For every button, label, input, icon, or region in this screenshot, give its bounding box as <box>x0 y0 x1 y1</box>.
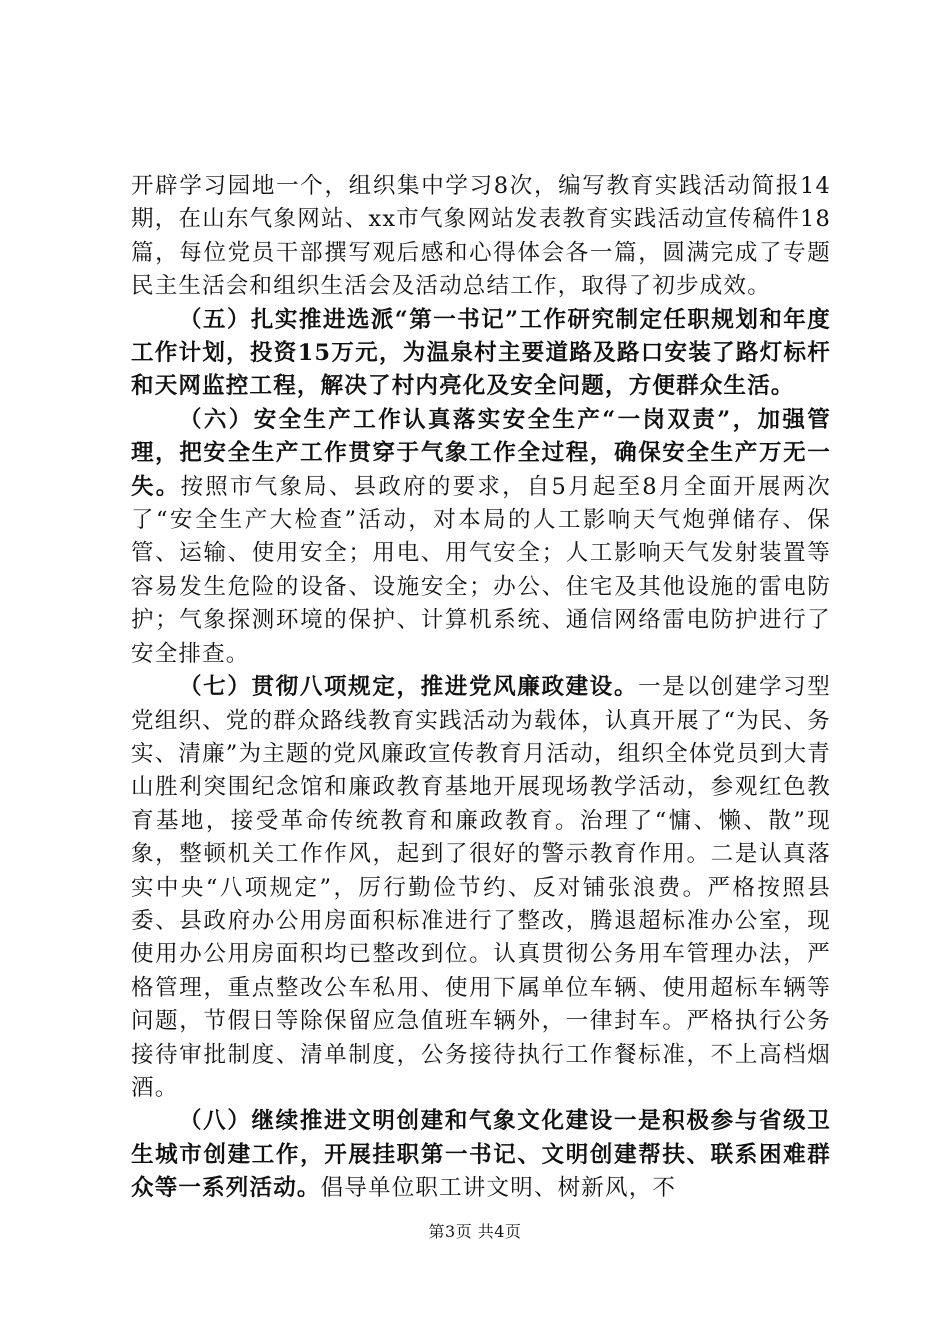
paragraph-section-six <box>131 404 831 671</box>
paragraph-body: 按照市气象局、县政府的要求，自5月起至8月全面开展两次了“安全生产大检查”活动，对本局的人工影响天气炮弹储存、保管、运输、使用安全；用电、用气安全；人工影响天气发射装置等容易发生危险的设备、设施安全；办公、住宅及其他设施的雷电防护；气象探测环境的保护、计算机系统、通信网络雷电防护进行了安全排查。 <box>131 473 831 667</box>
paragraph-body: 倡导单位职工讲文明、树新风，不 <box>320 1175 677 1202</box>
document-page <box>131 170 831 1206</box>
paragraph-section-seven <box>131 671 831 1105</box>
section-heading: （六）安全生产工作认真落实安全生产“一岗双责”，加强管理，把安全生产工作贯穿于气象工作全过程，确保安全生产万无一失。 <box>131 406 831 500</box>
page-number-footer: 第3页 共4页 <box>428 1222 522 1241</box>
section-heading: （七）贯彻八项规定，推进党风廉政建设。 <box>179 674 639 701</box>
paragraph-continuation <box>131 170 831 304</box>
paragraph-section-eight <box>131 1105 831 1205</box>
paragraph-body: 开辟学习园地一个，组织集中学习8次，编写教育实践活动简报14期，在山东气象网站、xx市气象网站发表教育实践活动宣传稿件18篇，每位党员干部撰写观后感和心得体会各一篇，圆满完成了专题民主生活会和组织生活会及活动总结工作，取得了初步成效。 <box>131 173 831 300</box>
section-heading: （八）继续推进文明创建和气象文化建设一是积极参与省级卫生城市创建工作，开展挂职第一书记、文明创建帮扶、联系困难群众等一系列活动。 <box>131 1108 831 1202</box>
section-heading: （五）扎实推进选派“第一书记”工作研究制定任职规划和年度工作计划，投资15万元，为温泉村主要道路及路口安装了路灯标杆和天网监控工程，解决了村内亮化及安全问题，方便群众生活。 <box>131 306 831 400</box>
paragraph-body: 一是以创建学习型党组织、党的群众路线教育实践活动为载体，认真开展了“为民、务实、清廉”为主题的党风廉政宣传教育月活动，组织全体党员到大青山胜利突围纪念馆和廉政教育基地开展现场教学活动，参观红色教育基地，接受革命传统教育和廉政教育。治理了“慵、懒、散”现象，整顿机关工作作风，起到了很好的警示教育作用。二是认真落实中央“八项规定”，厉行勤俭节约、反对铺张浪费。严格按照县委、县政府办公用房面积标准进行了整改，腾退超标准办公室，现使用办公用房面积均已整改到位。认真贯彻公务用车管理办法，严格管理，重点整改公车私用、使用下属单位车辆、使用超标车辆等问题，节假日等除保留应急值班车辆外，一律封车。严格执行公务接待审批制度、清单制度，公务接待执行工作餐标准，不上高档烟酒。 <box>131 674 832 1101</box>
paragraph-section-five <box>131 304 831 404</box>
